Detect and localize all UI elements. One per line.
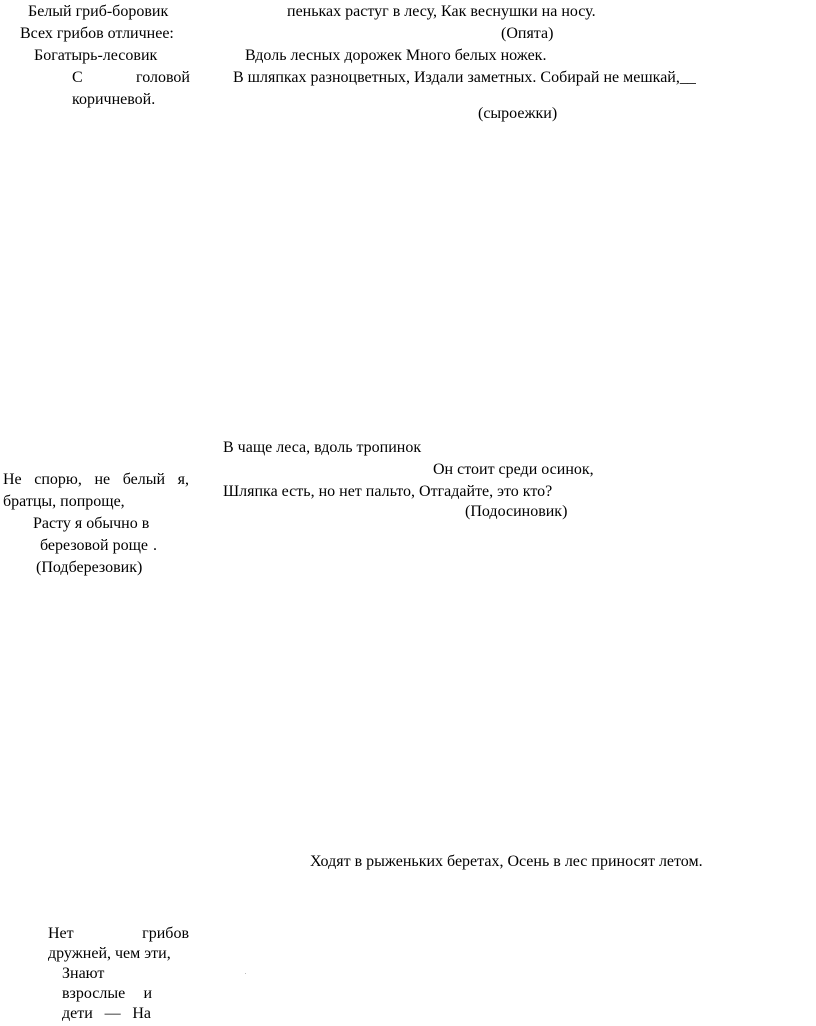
- birch-line-2: братцы, попроще,: [3, 493, 125, 510]
- last-line-3: Знают: [62, 965, 105, 982]
- last-word: Нет: [48, 925, 74, 942]
- boletus-line-4: [72, 68, 190, 88]
- birch-line-3: Расту я обычно в: [33, 515, 150, 532]
- boletus-word: С: [72, 69, 83, 86]
- birch-answer: (Подберезовик): [36, 559, 143, 576]
- boletus-line-1: Белый гриб-боровик: [28, 3, 169, 20]
- birch-word: белый: [122, 471, 166, 488]
- boletus-word: головой: [136, 69, 190, 86]
- last-word: —: [104, 1005, 121, 1022]
- last-line-1: [48, 924, 189, 944]
- boletus-line-2: Всех грибов отличнее:: [20, 25, 174, 42]
- birch-word: я,: [177, 471, 189, 488]
- birch-line-4: [40, 536, 157, 556]
- last-word: взрослые: [62, 985, 126, 1002]
- aspen-answer: (Подосиновик): [465, 503, 568, 520]
- last-line-5: [62, 1004, 151, 1024]
- honey-line-1: пеньках растуг в лесу, Как веснушки на носу.: [287, 3, 596, 20]
- last-word: грибов: [142, 925, 189, 942]
- last-line-4: [62, 984, 152, 1004]
- boletus-line-3: Богатырь-лесовик: [34, 47, 158, 64]
- birch-line-4-text: березовой роще: [40, 537, 148, 554]
- birch-line-1: [3, 470, 189, 490]
- last-word: дети: [62, 1005, 93, 1022]
- russula-line-2-text: В шляпках разноцветных, Издали заметных. Собирай не мешкай,: [233, 69, 680, 86]
- chanterelle-line-1: Ходят в рыженьких беретах, Осень в лес приносят летом.: [310, 853, 703, 870]
- russula-underscore: __: [679, 69, 696, 86]
- aspen-line-1: В чаще леса, вдоль тропинок: [223, 439, 422, 456]
- last-word: На: [132, 1005, 151, 1022]
- russula-line-2: [233, 68, 696, 88]
- aspen-line-2: Он стоит среди осинок,: [433, 461, 594, 478]
- birch-word: не: [94, 471, 111, 488]
- boletus-line-5: коричневой.: [72, 91, 156, 108]
- birch-word: Не: [3, 471, 22, 488]
- birch-word: спорю,: [34, 471, 82, 488]
- russula-line-1: Вдоль лесных дорожек Много белых ножек.: [245, 47, 547, 64]
- last-word: и: [143, 985, 152, 1002]
- birch-line-4-dot: .: [152, 537, 157, 554]
- russula-answer: (сыроежки): [478, 105, 558, 122]
- honey-answer: (Опята): [501, 25, 554, 42]
- aspen-line-3: Шляпка есть, но нет пальто, Отгадайте, это кто?: [223, 483, 553, 500]
- last-line-2: дружней, чем эти,: [48, 945, 171, 962]
- stray-dot: [245, 973, 246, 974]
